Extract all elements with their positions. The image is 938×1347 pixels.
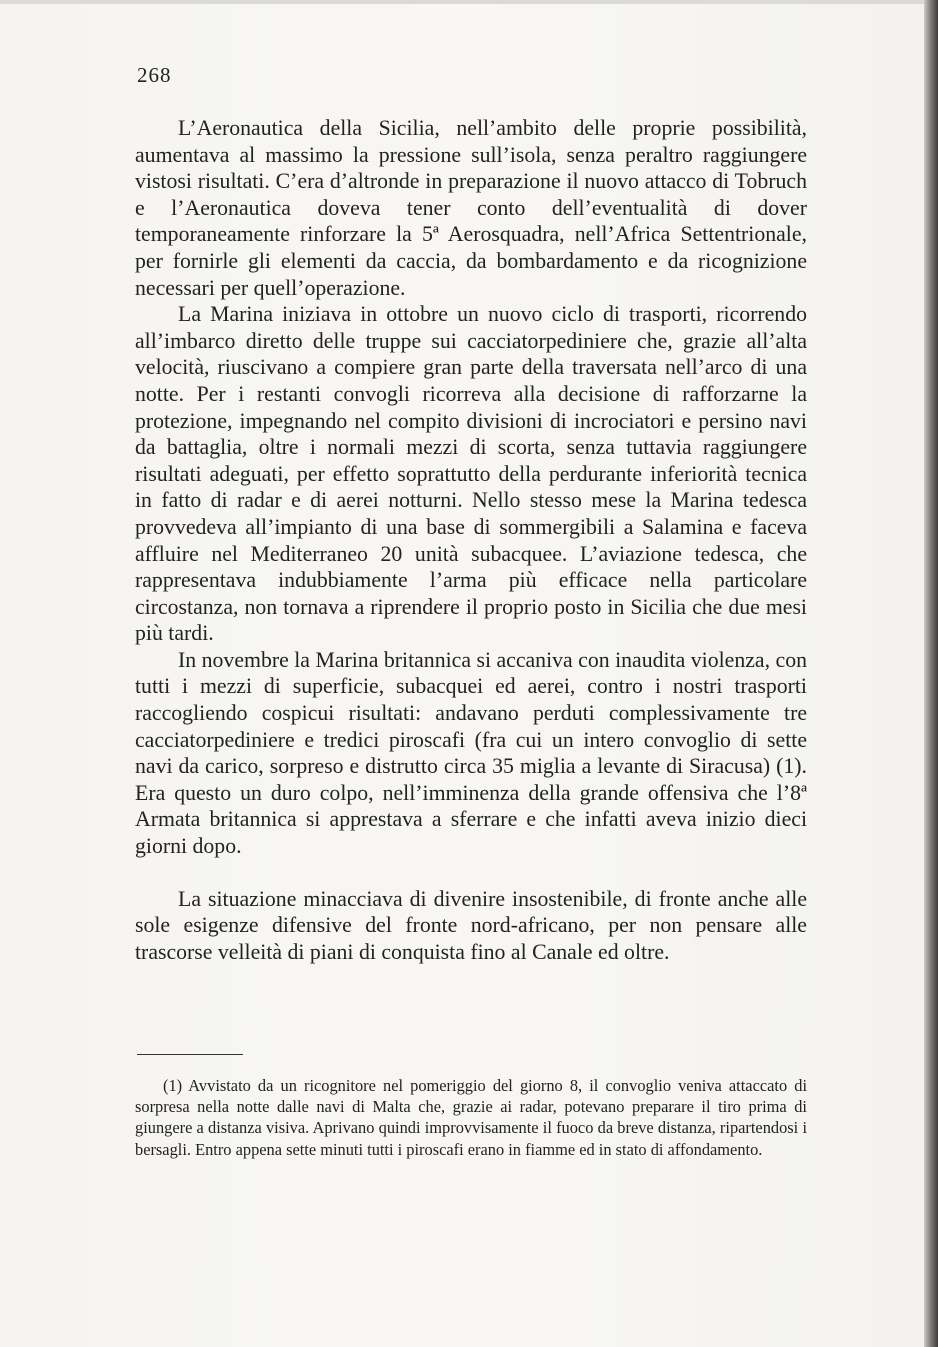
- footnote-separator: [137, 1054, 243, 1055]
- scan-top-edge: [0, 0, 938, 4]
- paragraph: L’Aeronautica della Sicilia, nell’ambito delle proprie possibilità, aumentava al massimo la pressione sull’isola, senza peraltro raggiungere vistosi risultati. C’era d’altronde in preparazione il nuovo attacco di Tobruch e l’Aeronautica doveva tener conto dell’eventualità di dover temporaneamente rinforzare la 5ª Aerosquadra, nell’Africa Settentrionale, per fornirle gli elementi da caccia, da bombardamento e da ricognizione necessari per quell’operazione.: [135, 116, 807, 300]
- paragraph: In novembre la Marina britannica si accaniva con inaudita violenza, con tutti i mezzi di superficie, subacquei ed aerei, contro i nostri trasporti raccogliendo cospicui risultati: andavano perduti complessivamente tre cacciatorpediniere e tredici piroscafi (fra cui un intero convoglio di sette navi da carico, sorpreso e distrutto circa 35 miglia a levante di Siracusa) (1). Era questo un duro colpo, nell’imminenza della grande offensiva che l’8ª Armata britannica si apprestava a sferrare e che infatti aveva inizio dieci giorni dopo.: [135, 647, 807, 859]
- scan-binding-edge: [924, 0, 938, 1347]
- footnote-text: (1) Avvistato da un ricognitore nel pomeriggio del giorno 8, il convoglio veniva attaccato di sorpresa nella notte dalle navi di Malta che, grazie ai radar, potevano preparare il tiro prima di giungere a distanza visiva. Aprivano quindi improvvisamente il fuoco da breve distanza, ripartendosi i bersagli. Entro appena sette minuti tutti i piroscafi erano in fiamme ed in stato di affondamento.: [135, 1076, 807, 1159]
- paragraph: La situazione minacciava di divenire insostenibile, di fronte anche alle sole esigenze difensive del fronte nord-africano, per non pensare alle trascorse velleità di piani di conquista fino al Canale ed oltre.: [135, 886, 807, 964]
- body-text: [135, 115, 807, 965]
- footnote: [135, 1075, 807, 1160]
- page-number: 268: [137, 63, 172, 87]
- paragraph: La Marina iniziava in ottobre un nuovo ciclo di trasporti, ricorrendo all’imbarco diretto delle truppe sui cacciatorpediniere che, grazie all’alta velocità, riuscivano a compiere gran parte della traversata nell’arco di una notte. Per i restanti convogli ricorreva alla decisione di rafforzarne la protezione, impegnando nel compito divisioni di incrociatori e persino navi da battaglia, oltre i normali mezzi di scorta, senza tuttavia raggiungere risultati adeguati, per effetto soprattutto della perdurante inferiorità tecnica in fatto di radar e di aerei notturni. Nello stesso mese la Marina tedesca provvedeva all’impianto di una base di sommergibili a Salamina e faceva affluire nel Mediterraneo 20 unità subacquee. L’aviazione tedesca, che rappresentava indubbiamente l’arma più efficace nella particolare circostanza, non tornava a riprendere il proprio posto in Sicilia che due mesi più tardi.: [135, 302, 807, 646]
